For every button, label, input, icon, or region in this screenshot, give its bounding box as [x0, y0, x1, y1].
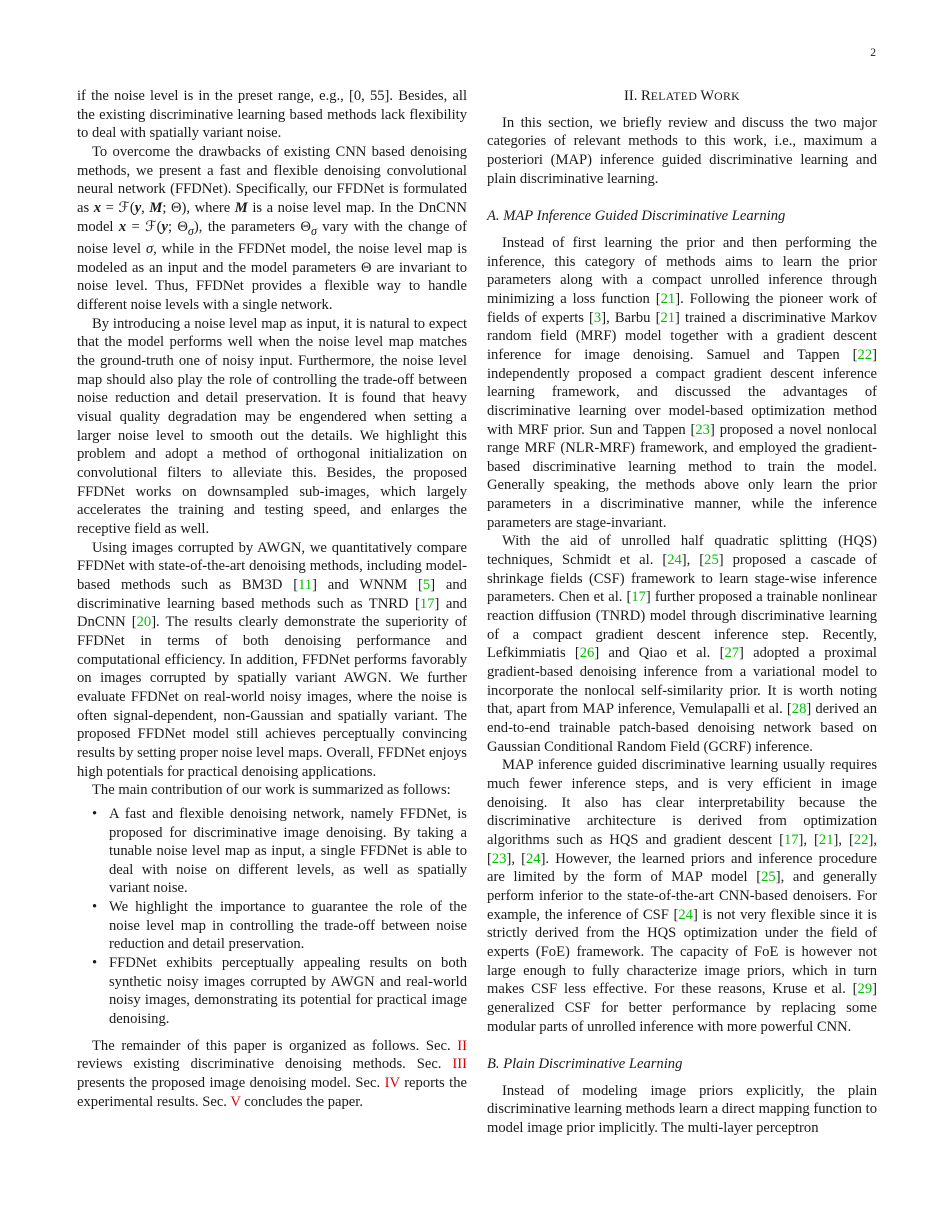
- citation-link[interactable]: 29: [857, 981, 873, 998]
- section-link[interactable]: III: [452, 1056, 467, 1073]
- citation-link[interactable]: 17: [419, 595, 435, 612]
- paragraph: Instead of modeling image priors explicitly, the plain discriminative learning methods learn a direct mapping function to model image prior implicitly. The multi-layer perceptron: [487, 1082, 877, 1137]
- list-item: • FFDNet exhibits perceptually appealing results on both synthetic noisy images corrupted by AWGN and real-world noisy images, demonstrating its potential for practical image denoising.: [109, 954, 467, 1029]
- page-number: 2: [870, 47, 876, 59]
- section-link[interactable]: II: [457, 1037, 467, 1054]
- citation-link[interactable]: 17: [783, 831, 799, 848]
- section-link[interactable]: IV: [384, 1075, 400, 1092]
- inline-math: M: [234, 199, 248, 216]
- paragraph: if the noise level is in the preset range, e.g., [0, 55]. Besides, all the existing discriminative learning based methods lack flexibility to deal with spatially variant noise.: [77, 88, 467, 142]
- citation-link[interactable]: 28: [791, 701, 807, 718]
- inline-math: x = ℱ(y, M; Θ): [93, 199, 187, 216]
- citation-link[interactable]: 24: [525, 850, 541, 867]
- paragraph: Using images corrupted by AWGN, we quantitatively compare FFDNet with state-of-the-art denoising methods, including model-based methods such as BM3D [11] and WNNM [5] and discriminative learning based methods such as TNRD [17] and DnCNN [20]. The results clearly demonstrate the superiority of FFDNet in terms of both denoising performance and computational efficiency. In addition, FFDNet performs favorably on images corrupted by spatially variant AWGN. We further evaluate FFDNet on real-world noisy images, where the noise is often signal-dependent, non-Gaussian and spatially variant. The proposed FFDNet model still achieves perceptually convincing results by setting proper noise level maps. Overall, FFDNet enjoys high potentials for practical denoising applications.: [77, 539, 467, 780]
- citation-link[interactable]: 24: [678, 906, 693, 923]
- list-item: • A fast and flexible denoising network, namely FFDNet, is proposed for discriminative image denoising. By taking a tunable noise level map as input, a single FFDNet is able to deal with noise on different levels, as well as spatially variant noise.: [109, 805, 467, 898]
- paragraph: With the aid of unrolled half quadratic splitting (HQS) techniques, Schmidt et al. [24], [25] proposed a cascade of shrinkage fields (CSF) framework to learn stage-wise inference parameters. Chen et al. [17] further proposed a trainable nonlinear reaction diffusion (TNRD) model through discriminative learning of a compact gradient descent inference step. Recently, Lefkimmiatis [26] and Qiao et al. [27] adopted a proximal gradient-based denoising inference from a variational model to incorporate the nonlocal self-similarity prior. It is worth noting that, apart from MAP inference, Vemulapalli et al. [28] derived an end-to-end trainable patch-based denoising network based on Gaussian Conditional Random Field (GCRF) inference.: [487, 533, 877, 755]
- subsection-heading: B. Plain Discriminative Learning: [487, 1056, 683, 1073]
- citation-link[interactable]: 20: [136, 614, 152, 631]
- paragraph: MAP inference guided discriminative learning usually requires much fewer inference steps, and is very efficient in image denoising. It also has clear interpretability because the discriminative architecture is derived from optimization algorithms such as HQS and gradient descent [17], [21], [22], [23], [24]. However, the learned priors and inference procedure are limited by the form of MAP model [25], and generally perform inferior to the state-of-the-art CNN-based denoisers. For example, the inference of CSF [24] is not very flexible since it is strictly derived from the HQS optimization under the field of experts (FoE) framework. The capacity of FoE is however not large enough to fully characterize image priors, which in turn makes CSF less effective. For these reasons, Kruse et al. [29] generalized CSF for better performance by replacing some modular parts of unrolled inference with more powerful CNN.: [487, 757, 877, 1035]
- subsection-heading: A. MAP Inference Guided Discriminative Learning: [487, 208, 786, 225]
- citation-link[interactable]: 27: [724, 645, 740, 662]
- inline-math: x = ℱ(y; $\Theta_\sigma$): [118, 218, 199, 238]
- paragraph: The remainder of this paper is organized as follows. Sec. II reviews existing discriminative denoising methods. Sec. III presents the proposed image denoising model. Sec. IV reports the experimental results. Sec. V concludes the paper.: [77, 1037, 467, 1110]
- citation-link[interactable]: 22: [853, 831, 869, 848]
- citation-link[interactable]: 21: [660, 309, 676, 326]
- paragraph: To overcome the drawbacks of existing CNN based denoising methods, we present a fast and flexible denoising convolutional neural network (FFDNet). Specifically, our FFDNet is formulated as x = ℱ(y, M; Θ), where M is a noise level map. In the DnCNN model x = ℱ(y; $\Theta_\sigma$), the parameters $\Theta_\sigma$ vary with the change of noise level σ, while in the FFDNet model, the noise level map is modeled as an input and the model parameters Θ are invariant to noise level. Thus, FFDNet provides a flexible way to handle different noise levels with a single network.: [77, 143, 468, 314]
- citation-link[interactable]: 21: [818, 831, 834, 848]
- right-column: [487, 87, 877, 1138]
- citation-link[interactable]: 22: [857, 346, 873, 363]
- section-link[interactable]: V: [230, 1093, 241, 1110]
- citation-link[interactable]: 23: [491, 850, 507, 867]
- citation-link[interactable]: 25: [761, 869, 776, 886]
- citation-link[interactable]: 5: [422, 576, 431, 593]
- citation-link[interactable]: 17: [631, 589, 646, 606]
- list-item: • We highlight the importance to guarantee the role of the noise level map in controlling the trade-off between noise reduction and detail preservation.: [109, 898, 467, 954]
- citation-link[interactable]: 3: [593, 309, 602, 326]
- contribution-list: [77, 805, 467, 1029]
- section-heading: II. RELATED WORK: [624, 88, 740, 104]
- paragraph: Instead of first learning the prior and then performing the inference, this category of methods aims to learn the prior parameters along with a compact unrolled inference through minimizing a loss function [21]. Following the pioneer work of fields of experts [3], Barbu [21] trained a discriminative Markov random field (MRF) model together with a gradient descent inference for image denoising. Samuel and Tappen [22] independently proposed a compact gradient descent inference learning framework, and discussed the advantages of discriminative learning over model-based optimization method with MRF prior. Sun and Tappen [23] proposed a novel nonlocal range MRF (NLR-MRF) framework, and employed the gradient-based discriminative learning method to train the model. Generally speaking, the methods above only learn the prior parameters in a discriminative manner, while the inference parameters are stage-invariant.: [487, 234, 878, 531]
- citation-link[interactable]: 24: [667, 552, 682, 569]
- paragraph: The main contribution of our work is summarized as follows:: [92, 782, 451, 799]
- paragraph: In this section, we briefly review and discuss the two major categories of relevant methods to this work, i.e., maximum a posteriori (MAP) inference guided discriminative learning and plain discriminative learning.: [487, 114, 877, 187]
- citation-link[interactable]: 21: [660, 290, 676, 307]
- citation-link[interactable]: 23: [695, 421, 710, 438]
- citation-link[interactable]: 25: [704, 552, 719, 569]
- paragraph: By introducing a noise level map as input, it is natural to expect that the model performs well when the noise level map matches the ground-truth one of noisy input. Furthermore, the noise level map should also play the role of controlling the trade-off between noise reduction and detail preservation. It is found that heavy visual quality degradation may be engendered when setting a larger noise level to smooth out the details. We highlight this problem and adopt a method of orthogonal initialization on convolutional filters to alleviate this. Besides, the proposed FFDNet works on downsampled sub-images, which largely accelerates the training and testing speed, and enlarges the receptive field as well.: [77, 315, 467, 537]
- left-column: [77, 87, 467, 1111]
- citation-link[interactable]: 26: [579, 645, 595, 662]
- citation-link[interactable]: 11: [298, 576, 313, 593]
